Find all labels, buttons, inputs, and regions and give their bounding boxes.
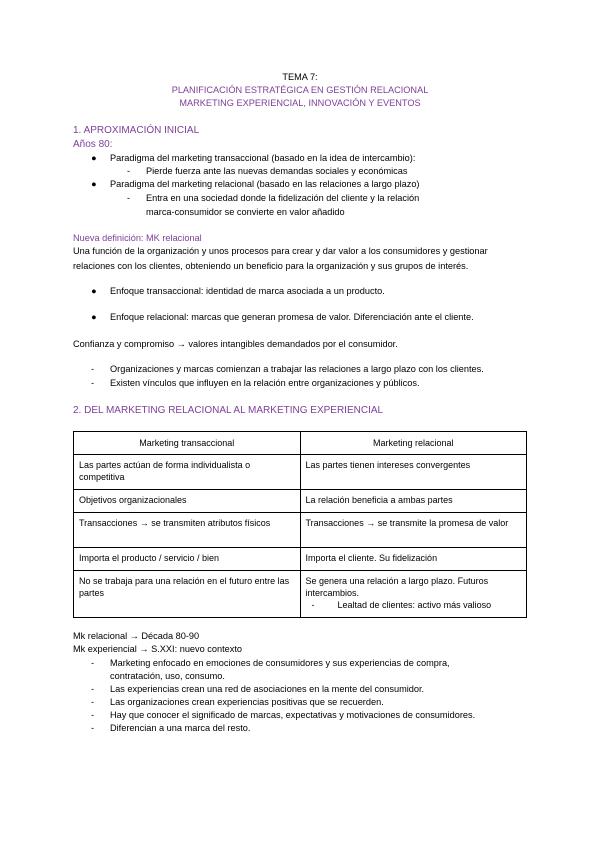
table-cell: Las partes tienen intereses convergentes <box>300 455 527 490</box>
dash-icon: - <box>91 684 95 694</box>
dash-icon: - <box>127 193 131 203</box>
enfoque-transaccional: Enfoque transaccional: identidad de marca asociada a un producto. <box>110 286 385 296</box>
table-header-row <box>74 432 527 455</box>
table-sub-bullet <box>306 599 522 611</box>
bullet-dot-icon: ● <box>91 153 97 163</box>
dash-icon: - <box>91 378 95 388</box>
mk-relacional-line: Mk relacional → Década 80-90 <box>73 631 200 641</box>
section-2-heading: 2. DEL MARKETING RELACIONAL AL MARKETING EXPERIENCIAL <box>73 405 384 416</box>
dash-icon: - <box>91 697 95 707</box>
definition-line-2: relaciones con los clientes, obteniendo un beneficio para la organización y sus grupos de interés. <box>73 261 469 271</box>
table-cell: Importa el cliente. Su fidelización <box>300 548 527 571</box>
title-line-2: MARKETING EXPERIENCIAL, INNOVACIÓN Y EVENTOS <box>179 98 421 108</box>
dash-item: Diferencian a una marca del resto. <box>110 723 251 733</box>
bullet-dot-icon: ● <box>91 312 97 322</box>
definition-heading: Nueva definición: MK relacional <box>73 233 202 243</box>
bullet-dot-icon: ● <box>91 179 97 189</box>
table-cell: La relación beneficia a ambas partes <box>300 490 527 513</box>
dash-item: Organizaciones y marcas comienzan a trabajar las relaciones a largo plazo con los clientes. <box>110 364 484 374</box>
table-row <box>74 455 527 490</box>
table-cell: Importa el producto / servicio / bien <box>74 548 301 571</box>
dash-item-continued: contratación, uso, consumo. <box>110 671 225 681</box>
sub-bullet-text: Entra en una sociedad donde la fidelización del cliente y la relación <box>146 193 420 203</box>
confianza-line: Confianza y compromiso → valores intangibles demandados por el consumidor. <box>73 339 398 349</box>
table-header-cell: Marketing transaccional <box>74 432 301 455</box>
dash-item: Marketing enfocado en emociones de consumidores y sus experiencias de compra, <box>110 658 450 668</box>
section-1-heading: 1. APROXIMACIÓN INICIAL <box>73 125 200 136</box>
dash-icon: - <box>91 723 95 733</box>
table-cell-text: Se genera una relación a largo plazo. Futuros intercambios. <box>305 576 489 598</box>
table-cell: Transacciones → se transmite la promesa de valor <box>300 513 527 548</box>
table-cell: Objetivos organizacionales <box>74 490 301 513</box>
table-row <box>74 571 527 618</box>
table-cell <box>300 571 527 618</box>
table-cell: Las partes actúan de forma individualista o competitiva <box>74 455 301 490</box>
sub-bullet-text: Pierde fuerza ante las nuevas demandas sociales y económicas <box>146 166 408 176</box>
table-row <box>74 490 527 513</box>
sub-bullet-text: marca-consumidor se convierte en valor añadido <box>146 207 345 217</box>
dash-item: Existen vínculos que influyen en la relación entre organizaciones y públicos. <box>110 378 420 388</box>
table-cell: Transacciones → se transmiten atributos físicos <box>74 513 301 548</box>
table-sub-bullet-text: Lealtad de clientes: activo más valioso <box>337 600 492 610</box>
table-cell: No se trabaja para una relación en el futuro entre las partes <box>74 571 301 618</box>
table-row <box>74 513 527 548</box>
bullet-text: Paradigma del marketing transaccional (basado en la idea de intercambio): <box>110 153 416 163</box>
bullet-text: Paradigma del marketing relacional (basado en las relaciones a largo plazo) <box>110 179 420 189</box>
dash-icon: - <box>311 600 315 610</box>
dash-item: Hay que conocer el significado de marcas, expectativas y motivaciones de consumidores. <box>110 710 476 720</box>
enfoque-relacional: Enfoque relacional: marcas que generan promesa de valor. Diferenciación ante el cliente. <box>110 312 474 322</box>
dash-item: Las organizaciones crean experiencias positivas que se recuerden. <box>110 697 384 707</box>
table-header-cell: Marketing relacional <box>300 432 527 455</box>
dash-icon: - <box>91 710 95 720</box>
topic-number: TEMA 7: <box>282 72 318 82</box>
mk-experiencial-line: Mk experiencial → S.XXI: nuevo contexto <box>73 644 243 654</box>
dash-item: Las experiencias crean una red de asociaciones en la mente del consumidor. <box>110 684 425 694</box>
title-line-1: PLANIFICACIÓN ESTRATÉGICA EN GESTIÓN RELACIONAL <box>171 85 429 95</box>
section-1-subheading: Años 80: <box>73 139 113 150</box>
dash-icon: - <box>91 364 95 374</box>
definition-line-1: Una función de la organización y unos procesos para crear y dar valor a los consumidores y gestionar <box>73 246 488 256</box>
table-row <box>74 548 527 571</box>
dash-icon: - <box>91 658 95 668</box>
comparison-table <box>73 431 527 618</box>
bullet-dot-icon: ● <box>91 286 97 296</box>
dash-icon: - <box>127 166 131 176</box>
